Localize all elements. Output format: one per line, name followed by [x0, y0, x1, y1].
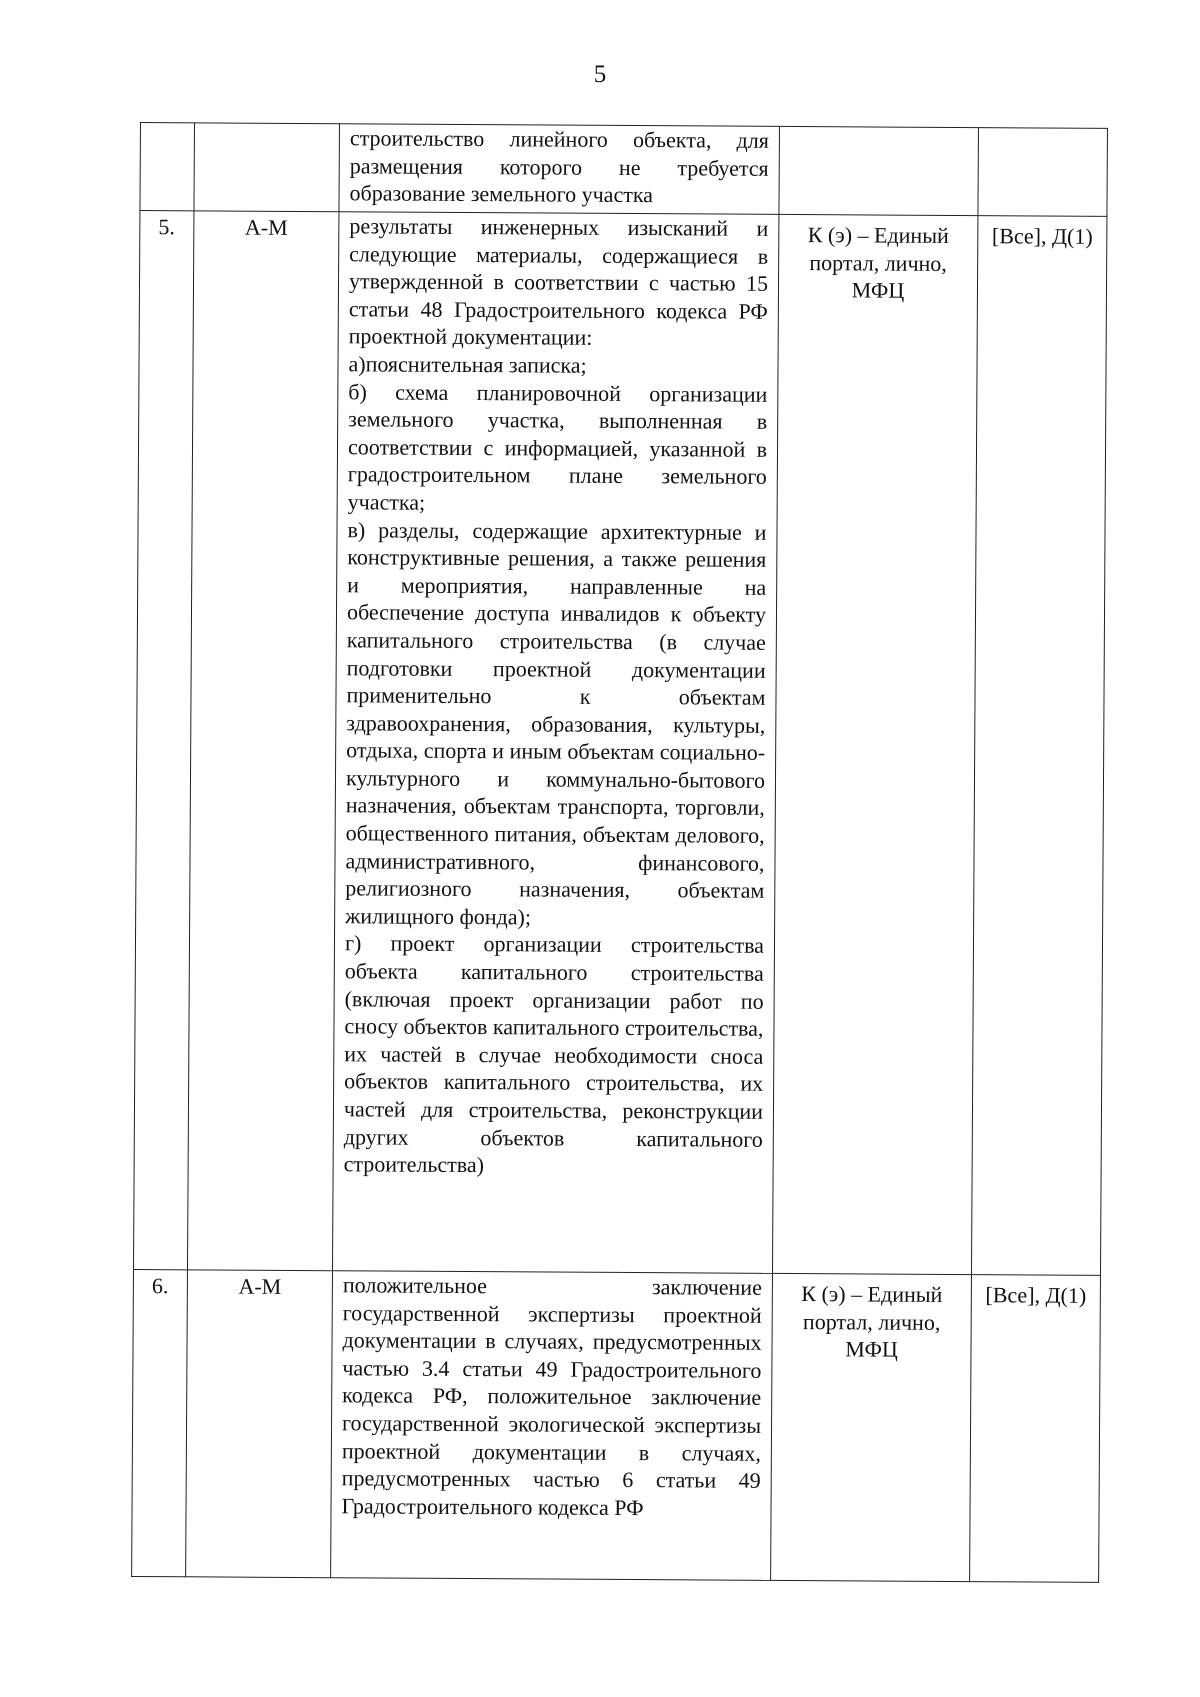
applicability-tag-cell: [978, 128, 1108, 217]
table-row-continuation: [140, 123, 1108, 217]
row-code-cell: [194, 123, 340, 212]
table-row: [133, 211, 1106, 1276]
page-number: 5: [593, 61, 607, 88]
submission-method-cell: К (э) – Единый портал, лично, МФЦ: [771, 1273, 972, 1581]
applicability-tag-cell: [Все], Д(1): [970, 1275, 1101, 1583]
row-number-cell: [140, 123, 195, 211]
row-number-cell: 5.: [133, 211, 193, 1270]
document-paragraph: г) проект организации строительства объекта капитального строительства (включая проект организации работ по сносу объектов капитального строительства, их частей в случае необходимости сноса объектов капитального строительства, их частей для строительства, реконструкции других объектов капитального строительства): [343, 930, 765, 1178]
row-code-cell: А-М: [187, 211, 338, 1271]
table-row: [132, 1269, 1101, 1582]
document-paragraph: положительное заключение государственной экспертизы проектной документации в случаях, предусмотренных частью 3.4 статьи 49 Градостроительного кодекса РФ, положительное заключение государственной экологической экспертизы проектной документации в случаях, предусмотренных частью 6 статьи 49 Градостроительного кодекса РФ: [341, 1272, 762, 1520]
submission-method-cell: К (э) – Единый портал, лично, МФЦ: [772, 214, 977, 1274]
documents-table: [131, 122, 1108, 1583]
document-paragraph: б) схема планировочной организации земельного участка, выполненная в соответствии с информацией, указанной в градостроительном плане земельного участка;: [347, 378, 768, 515]
document-description-cell: [332, 212, 778, 1274]
document-description-cell: строительство линейного объекта, для размещения которого не требуется образование земельного участка: [339, 124, 780, 215]
applicability-tag-cell: [Все], Д(1): [971, 216, 1106, 1276]
row-number-cell: 6.: [132, 1269, 188, 1576]
submission-method-cell: [779, 126, 979, 215]
document-description-cell: [331, 1271, 773, 1581]
document-paragraph: в) разделы, содержащие архитектурные и конструктивные решения, а также решения и мероприятия, направленные на обеспечение доступа инвалидов к объекту капитального строительства (в случае подготовки проектной документации применительно к объектам здравоохранения, образования, культуры, отдыха, спорта и иным объектам социально-культурного и коммунально-бытового назначения, объектам транспорта, торговли, общественного питания, объектам делового, административного, финансового, религиозного назначения, объектам жилищного фонда);: [345, 516, 767, 930]
row-code-cell: А-М: [186, 1270, 333, 1578]
document-paragraph: результаты инженерных изысканий и следующие материалы, содержащиеся в утвержденной в соответствии с частью 15 статьи 48 Градостроительного кодекса РФ проектной документации:: [348, 213, 769, 351]
document-paragraph: а)пояснительная записка;: [348, 351, 587, 378]
